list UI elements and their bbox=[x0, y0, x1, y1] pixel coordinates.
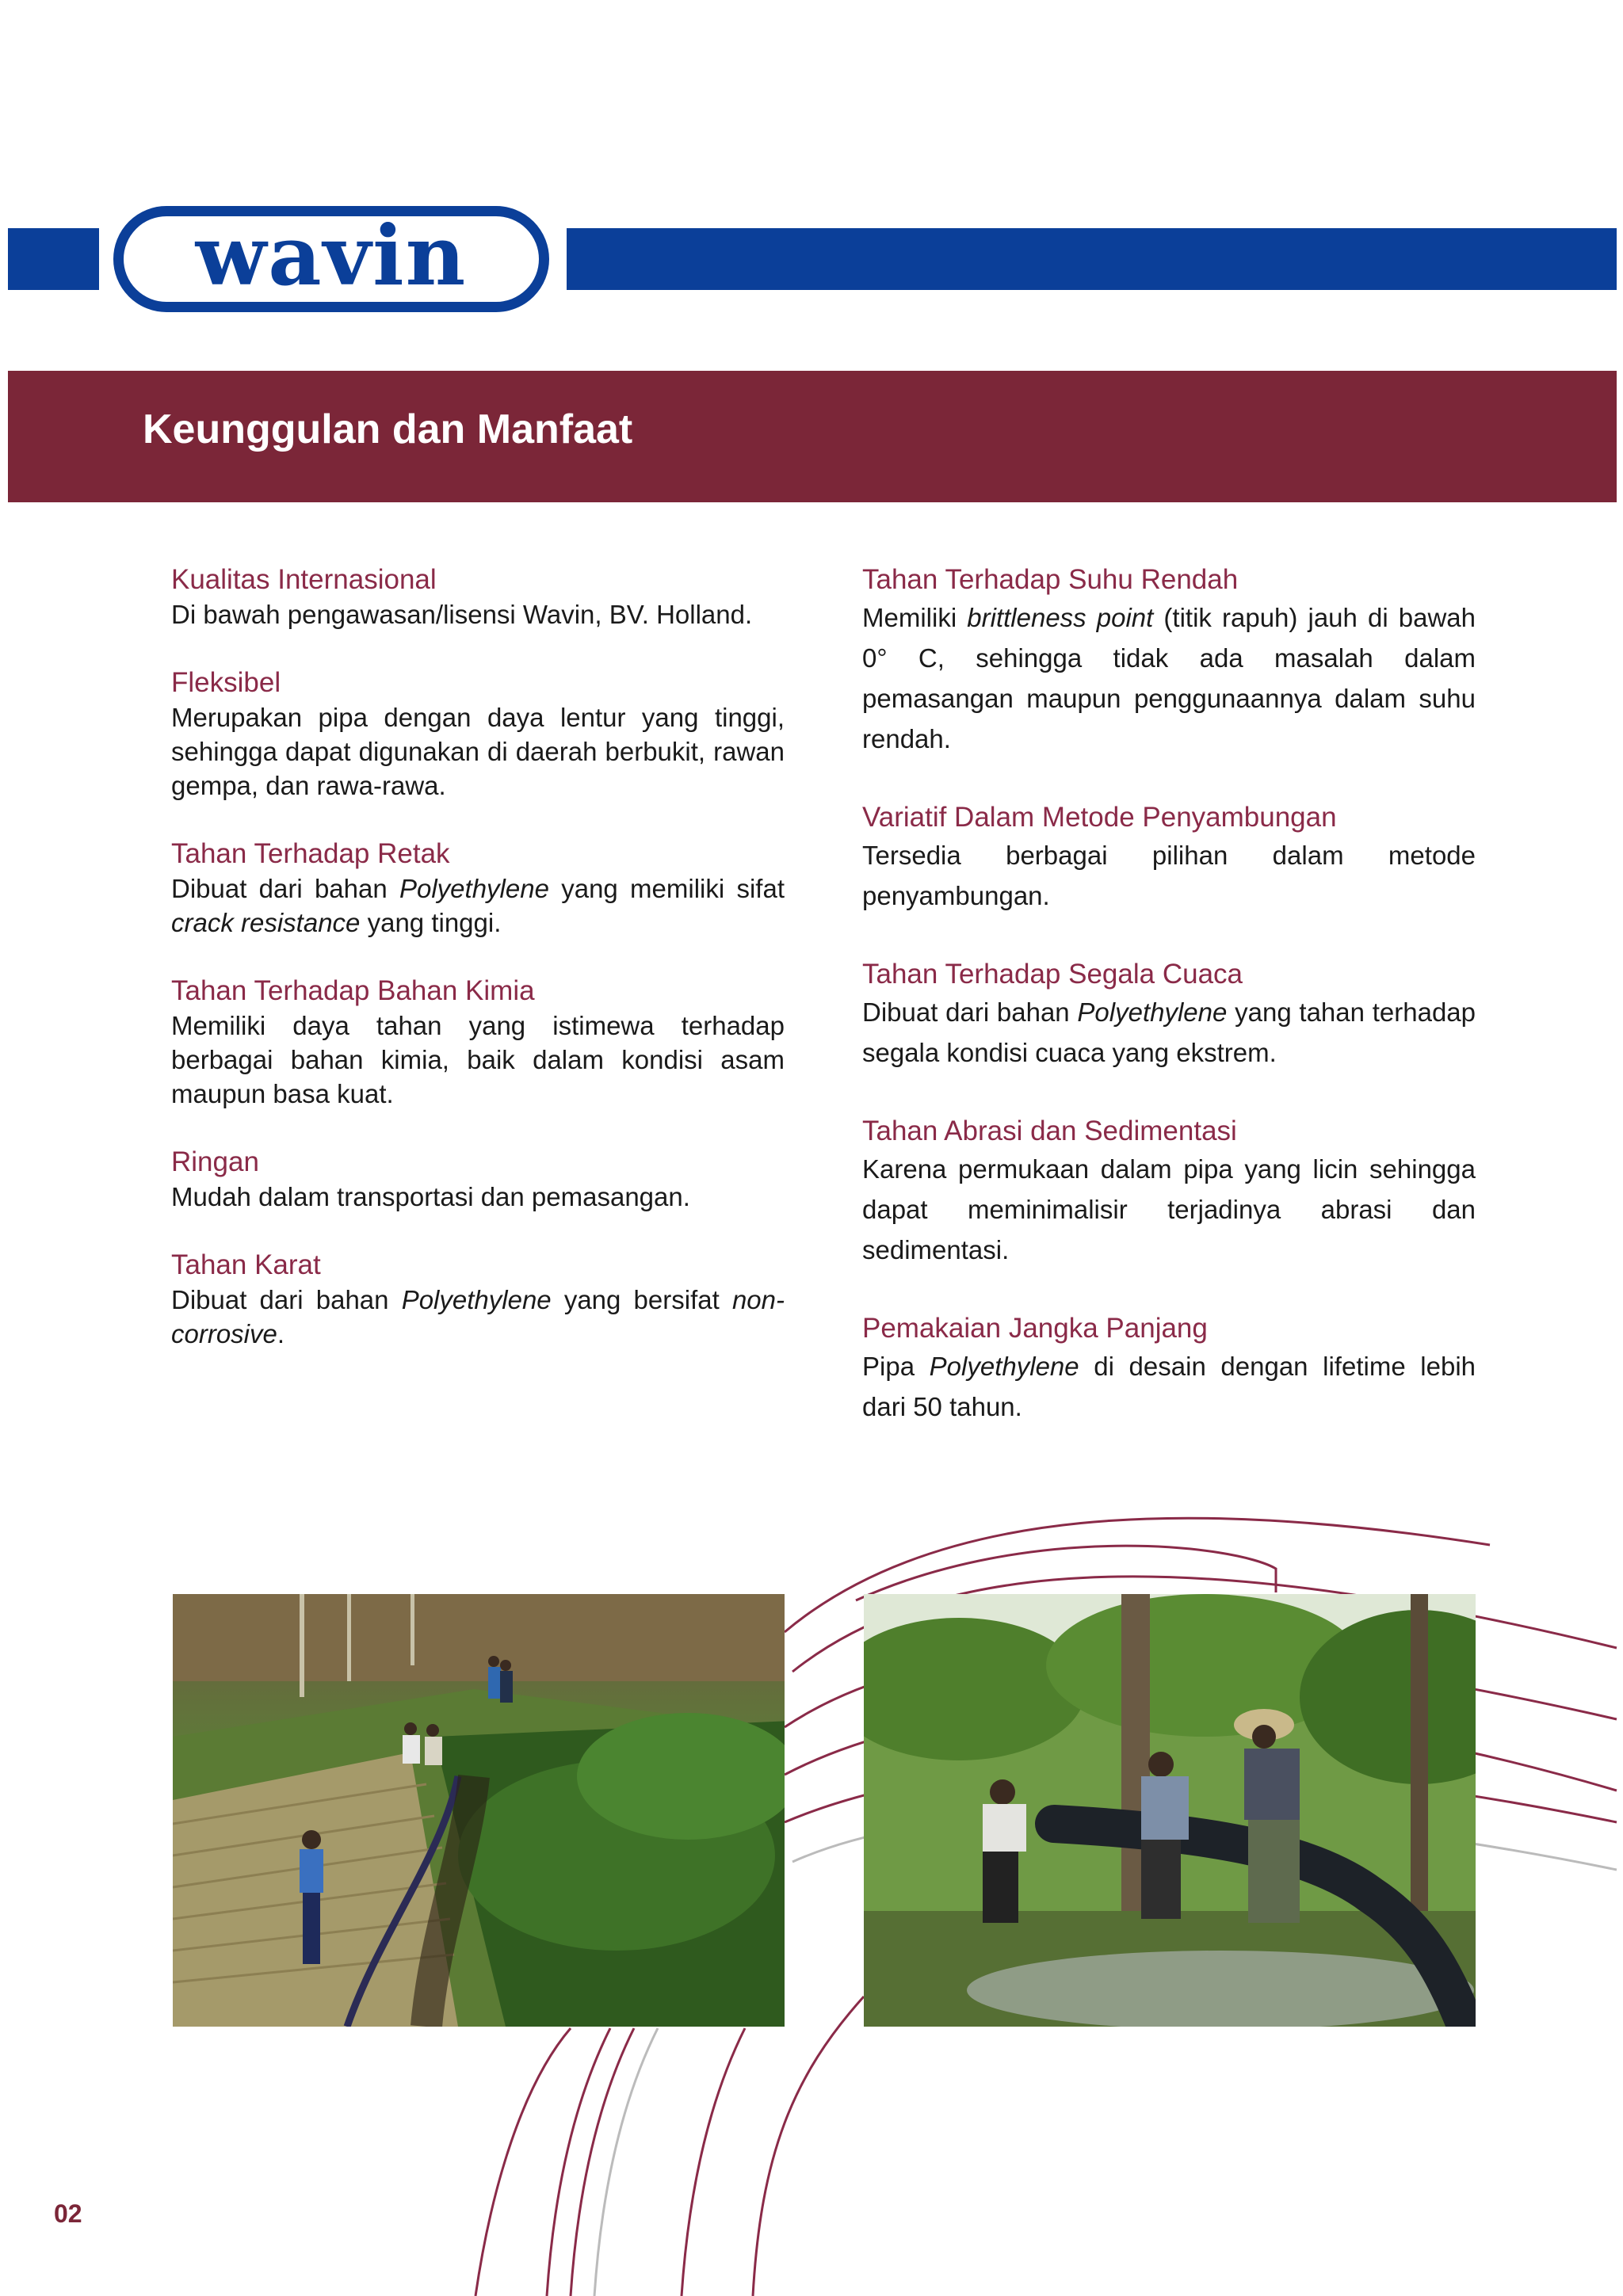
section-body bbox=[171, 871, 785, 940]
body-text: Dibuat dari bahan bbox=[171, 1285, 402, 1314]
photo-hillside-pipe-trench bbox=[173, 1594, 785, 2027]
section-tahan-terhadap-bahan-kimia bbox=[171, 974, 785, 1111]
body-text: Merupakan pipa dengan daya lentur yang tinggi, sehingga dapat digunakan di daerah berbukit, rawan gempa, dan rawa-rawa. bbox=[171, 703, 785, 800]
body-text: (titik rapuh) jauh di bawah 0° C, sehingga tidak ada masalah dalam pemasangan maupun penggunaannya dalam suhu rendah. bbox=[862, 603, 1476, 753]
section-body bbox=[862, 835, 1476, 916]
body-text: Dibuat dari bahan bbox=[862, 997, 1078, 1027]
section-variatif-dalam-metode-penyambungan bbox=[862, 800, 1476, 916]
section-body bbox=[171, 1009, 785, 1111]
section-heading: Tahan Terhadap Segala Cuaca bbox=[862, 959, 1243, 990]
section-heading: Tahan Terhadap Suhu Rendah bbox=[862, 564, 1239, 595]
logo-oval bbox=[113, 206, 549, 312]
section-body bbox=[862, 1149, 1476, 1270]
body-text: yang bersifat bbox=[551, 1285, 732, 1314]
body-text: di desain dengan lifetime lebih dari 50 tahun. bbox=[862, 1352, 1476, 1421]
body-text: Memiliki daya tahan yang istimewa terhadap berbagai bahan kimia, baik dalam kondisi asam maupun basa kuat. bbox=[171, 1011, 785, 1108]
right-column bbox=[862, 563, 1476, 1468]
section-heading: Kualitas Internasional bbox=[171, 564, 437, 595]
section-tahan-terhadap-retak bbox=[171, 837, 785, 940]
section-body bbox=[862, 1346, 1476, 1427]
body-text: yang tinggi. bbox=[360, 908, 502, 937]
body-text: yang memiliki sifat bbox=[548, 874, 785, 903]
italic-term: Polyethylene bbox=[1077, 997, 1228, 1027]
wavin-logo bbox=[99, 196, 567, 322]
section-heading: Variatif Dalam Metode Penyambungan bbox=[862, 802, 1337, 833]
section-body bbox=[171, 597, 785, 631]
section-body bbox=[862, 597, 1476, 759]
section-heading: Tahan Karat bbox=[171, 1249, 321, 1280]
section-heading: Fleksibel bbox=[171, 667, 281, 698]
italic-term: brittleness point bbox=[967, 603, 1154, 632]
section-body bbox=[862, 992, 1476, 1073]
body-text: Di bawah pengawasan/lisensi Wavin, BV. Holland. bbox=[171, 600, 753, 629]
section-heading: Pemakaian Jangka Panjang bbox=[862, 1313, 1208, 1344]
italic-term: Polyethylene bbox=[929, 1352, 1079, 1381]
body-text: Mudah dalam transportasi dan pemasangan. bbox=[171, 1182, 690, 1211]
logo-text: wavin bbox=[195, 207, 468, 304]
section-kualitas-internasional bbox=[171, 563, 785, 631]
section-heading: Tahan Abrasi dan Sedimentasi bbox=[862, 1116, 1237, 1146]
body-text: Tersedia berbagai pilihan dalam metode penyambungan. bbox=[862, 841, 1476, 910]
body-text: Karena permukaan dalam pipa yang licin sehingga dapat meminimalisir terjadinya abrasi dan sedimentasi. bbox=[862, 1154, 1476, 1264]
body-text: Dibuat dari bahan bbox=[171, 874, 399, 903]
section-tahan-terhadap-segala-cuaca bbox=[862, 957, 1476, 1073]
section-tahan-terhadap-suhu-rendah bbox=[862, 563, 1476, 759]
section-ringan bbox=[171, 1145, 785, 1214]
section-body bbox=[171, 700, 785, 803]
italic-term: non-corrosive bbox=[171, 1285, 785, 1348]
section-heading: Tahan Terhadap Bahan Kimia bbox=[171, 975, 535, 1006]
italic-term: Polyethylene bbox=[399, 874, 549, 903]
body-text: Memiliki bbox=[862, 603, 968, 632]
section-heading: Tahan Terhadap Retak bbox=[171, 838, 450, 869]
section-body bbox=[171, 1283, 785, 1351]
body-text: Pipa bbox=[862, 1352, 930, 1381]
section-fleksibel bbox=[171, 666, 785, 803]
section-heading: Ringan bbox=[171, 1146, 259, 1177]
body-text: yang tahan terhadap segala kondisi cuaca yang ekstrem. bbox=[862, 997, 1476, 1067]
page-number: 02 bbox=[54, 2199, 82, 2228]
italic-term: crack resistance bbox=[171, 908, 361, 937]
italic-term: Polyethylene bbox=[401, 1285, 552, 1314]
section-tahan-karat bbox=[171, 1248, 785, 1351]
section-body bbox=[171, 1180, 785, 1214]
body-text: . bbox=[277, 1319, 285, 1348]
photo-workers-lifting-pipe bbox=[864, 1594, 1476, 2027]
section-tahan-abrasi-dan-sedimentasi bbox=[862, 1114, 1476, 1270]
page-title: Keunggulan dan Manfaat bbox=[143, 406, 633, 452]
section-pemakaian-jangka-panjang bbox=[862, 1311, 1476, 1427]
left-column bbox=[171, 563, 785, 1385]
